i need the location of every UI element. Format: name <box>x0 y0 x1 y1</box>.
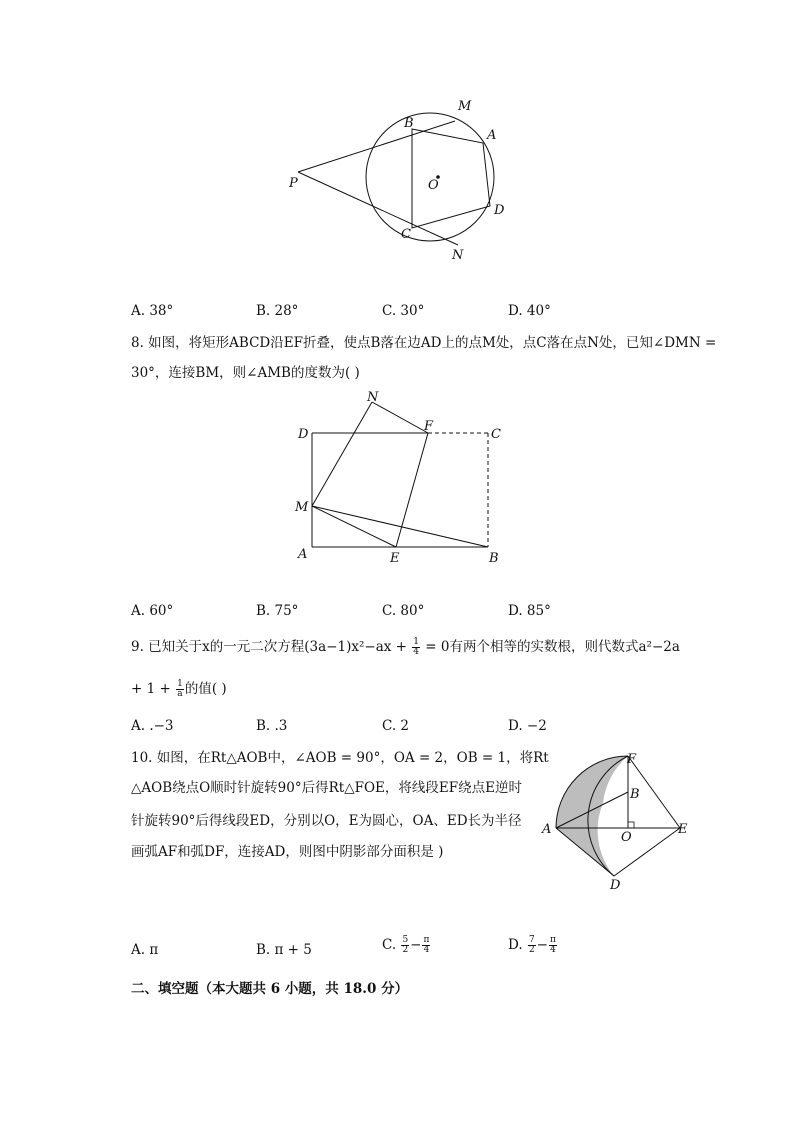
q7-option-d: D. 40° <box>508 303 551 319</box>
q10-question-line4: 画弧AF和弧DF，连接AD，则图中阴影部分面积是 ) <box>131 844 444 860</box>
label-a: A <box>298 547 308 562</box>
q10-option-c-frac1 <box>401 936 409 955</box>
label-p: P <box>289 176 298 191</box>
label-b: B <box>489 551 499 566</box>
q10-option-d-op: − <box>536 937 548 953</box>
label-a: A <box>487 128 497 143</box>
figure-q8-rectangle-fold <box>290 388 510 566</box>
q10-question-line2: △AOB绕点O顺时针旋转90°后得Rt△FOE，将线段EF绕点E逆时 <box>131 780 522 796</box>
section-heading-fill-in-blank: 二、填空题（本大题共 6 小题，共 18.0 分） <box>131 981 409 997</box>
q8-option-d: D. 85° <box>508 603 551 619</box>
segment-nf <box>372 402 428 433</box>
q9-option-b: B. .3 <box>256 718 288 734</box>
q9-question-line2 <box>131 679 227 699</box>
q7-option-b: B. 28° <box>256 303 299 319</box>
label-f: F <box>424 419 434 434</box>
q10-option-d-frac1 <box>528 936 536 955</box>
label-e: E <box>678 822 688 837</box>
q9-fraction-one-over-a <box>176 680 184 699</box>
q10-d-d2: 4 <box>550 945 556 955</box>
q10-option-d-frac2 <box>549 936 557 955</box>
label-m: M <box>295 500 309 515</box>
q10-question-line3: 针旋转90°后得线段ED，分别以O，E为圆心，OA、ED长为半径 <box>131 813 522 829</box>
q7-option-a: A. 38° <box>131 303 174 319</box>
figure-q7-circle <box>280 92 505 267</box>
q10-option-c <box>382 936 431 955</box>
q8-option-a: A. 60° <box>131 603 174 619</box>
label-n: N <box>452 248 464 263</box>
q10-d-n1: 7 <box>528 935 535 945</box>
q8-question-line1: 8. 如图，将矩形ABCD沿EF折叠，使点B落在边AD上的点M处，点C落在点N处，已知∠DMN = <box>131 335 717 351</box>
q10-c-d1: 2 <box>402 945 409 955</box>
label-d: D <box>494 203 505 218</box>
right-angle-mark <box>628 822 634 828</box>
q9-text-part3: + 1 + <box>131 681 171 697</box>
label-b: B <box>404 116 414 131</box>
figure-q10-rotation-arcs <box>538 748 698 893</box>
label-d: D <box>298 427 309 442</box>
label-f: F <box>627 752 637 767</box>
q8-question-line2: 30°，连接BM，则∠AMB的度数为( ) <box>131 365 360 381</box>
q9-text-part4: 的值( ) <box>184 681 227 697</box>
label-b: B <box>630 787 640 802</box>
q9-fraction-quarter <box>412 638 420 657</box>
pentagon-bacd <box>412 129 490 228</box>
q8-option-c: C. 80° <box>382 603 425 619</box>
q9-frac1-den: 4 <box>413 647 419 657</box>
label-e: E <box>390 551 400 566</box>
q10-option-d <box>508 936 558 955</box>
q10-option-c-prefix: C. <box>382 937 397 953</box>
label-o: O <box>428 178 439 193</box>
q10-d-d1: 2 <box>528 945 535 955</box>
q10-option-c-op: − <box>410 937 422 953</box>
q10-question-line1: 10. 如图，在Rt△AOB中，∠AOB = 90°，OA = 2，OB = 1，将Rt <box>131 750 549 766</box>
q10-c-n2: π <box>423 935 430 945</box>
tangent-pm <box>298 121 455 172</box>
q10-option-b: B. π + 5 <box>256 942 312 958</box>
q9-text-part2: = 0有两个相等的实数根，则代数式a²−2a <box>425 639 680 655</box>
q9-question-line1 <box>131 637 680 657</box>
q10-option-c-frac2 <box>422 936 430 955</box>
q9-frac2-den: a <box>177 689 183 699</box>
q9-option-c: C. 2 <box>382 718 410 734</box>
q9-option-a: A. .−3 <box>131 718 174 734</box>
label-o: O <box>621 830 632 845</box>
q9-frac2-num: 1 <box>177 679 183 689</box>
q7-option-c: C. 30° <box>382 303 425 319</box>
q10-c-d2: 4 <box>423 945 430 955</box>
q9-option-d: D. −2 <box>508 718 547 734</box>
q10-d-n2: π <box>549 935 556 945</box>
segment-mb <box>312 506 488 547</box>
q9-text-part1: 9. 已知关于x的一元二次方程(3a−1)x²−ax + <box>131 639 407 655</box>
label-c: C <box>401 227 411 242</box>
q8-option-b: B. 75° <box>256 603 299 619</box>
q9-frac1-num: 1 <box>413 637 419 647</box>
label-d: D <box>610 878 621 893</box>
segment-mn <box>312 402 372 506</box>
segment-fe <box>396 433 428 547</box>
label-c: C <box>491 427 501 442</box>
label-n: N <box>367 390 379 405</box>
q10-option-a: A. π <box>131 942 159 958</box>
label-m: M <box>458 99 472 114</box>
q10-option-d-prefix: D. <box>508 937 523 953</box>
label-a: A <box>542 822 552 837</box>
segment-me <box>312 506 396 547</box>
q10-c-n1: 5 <box>402 935 409 945</box>
